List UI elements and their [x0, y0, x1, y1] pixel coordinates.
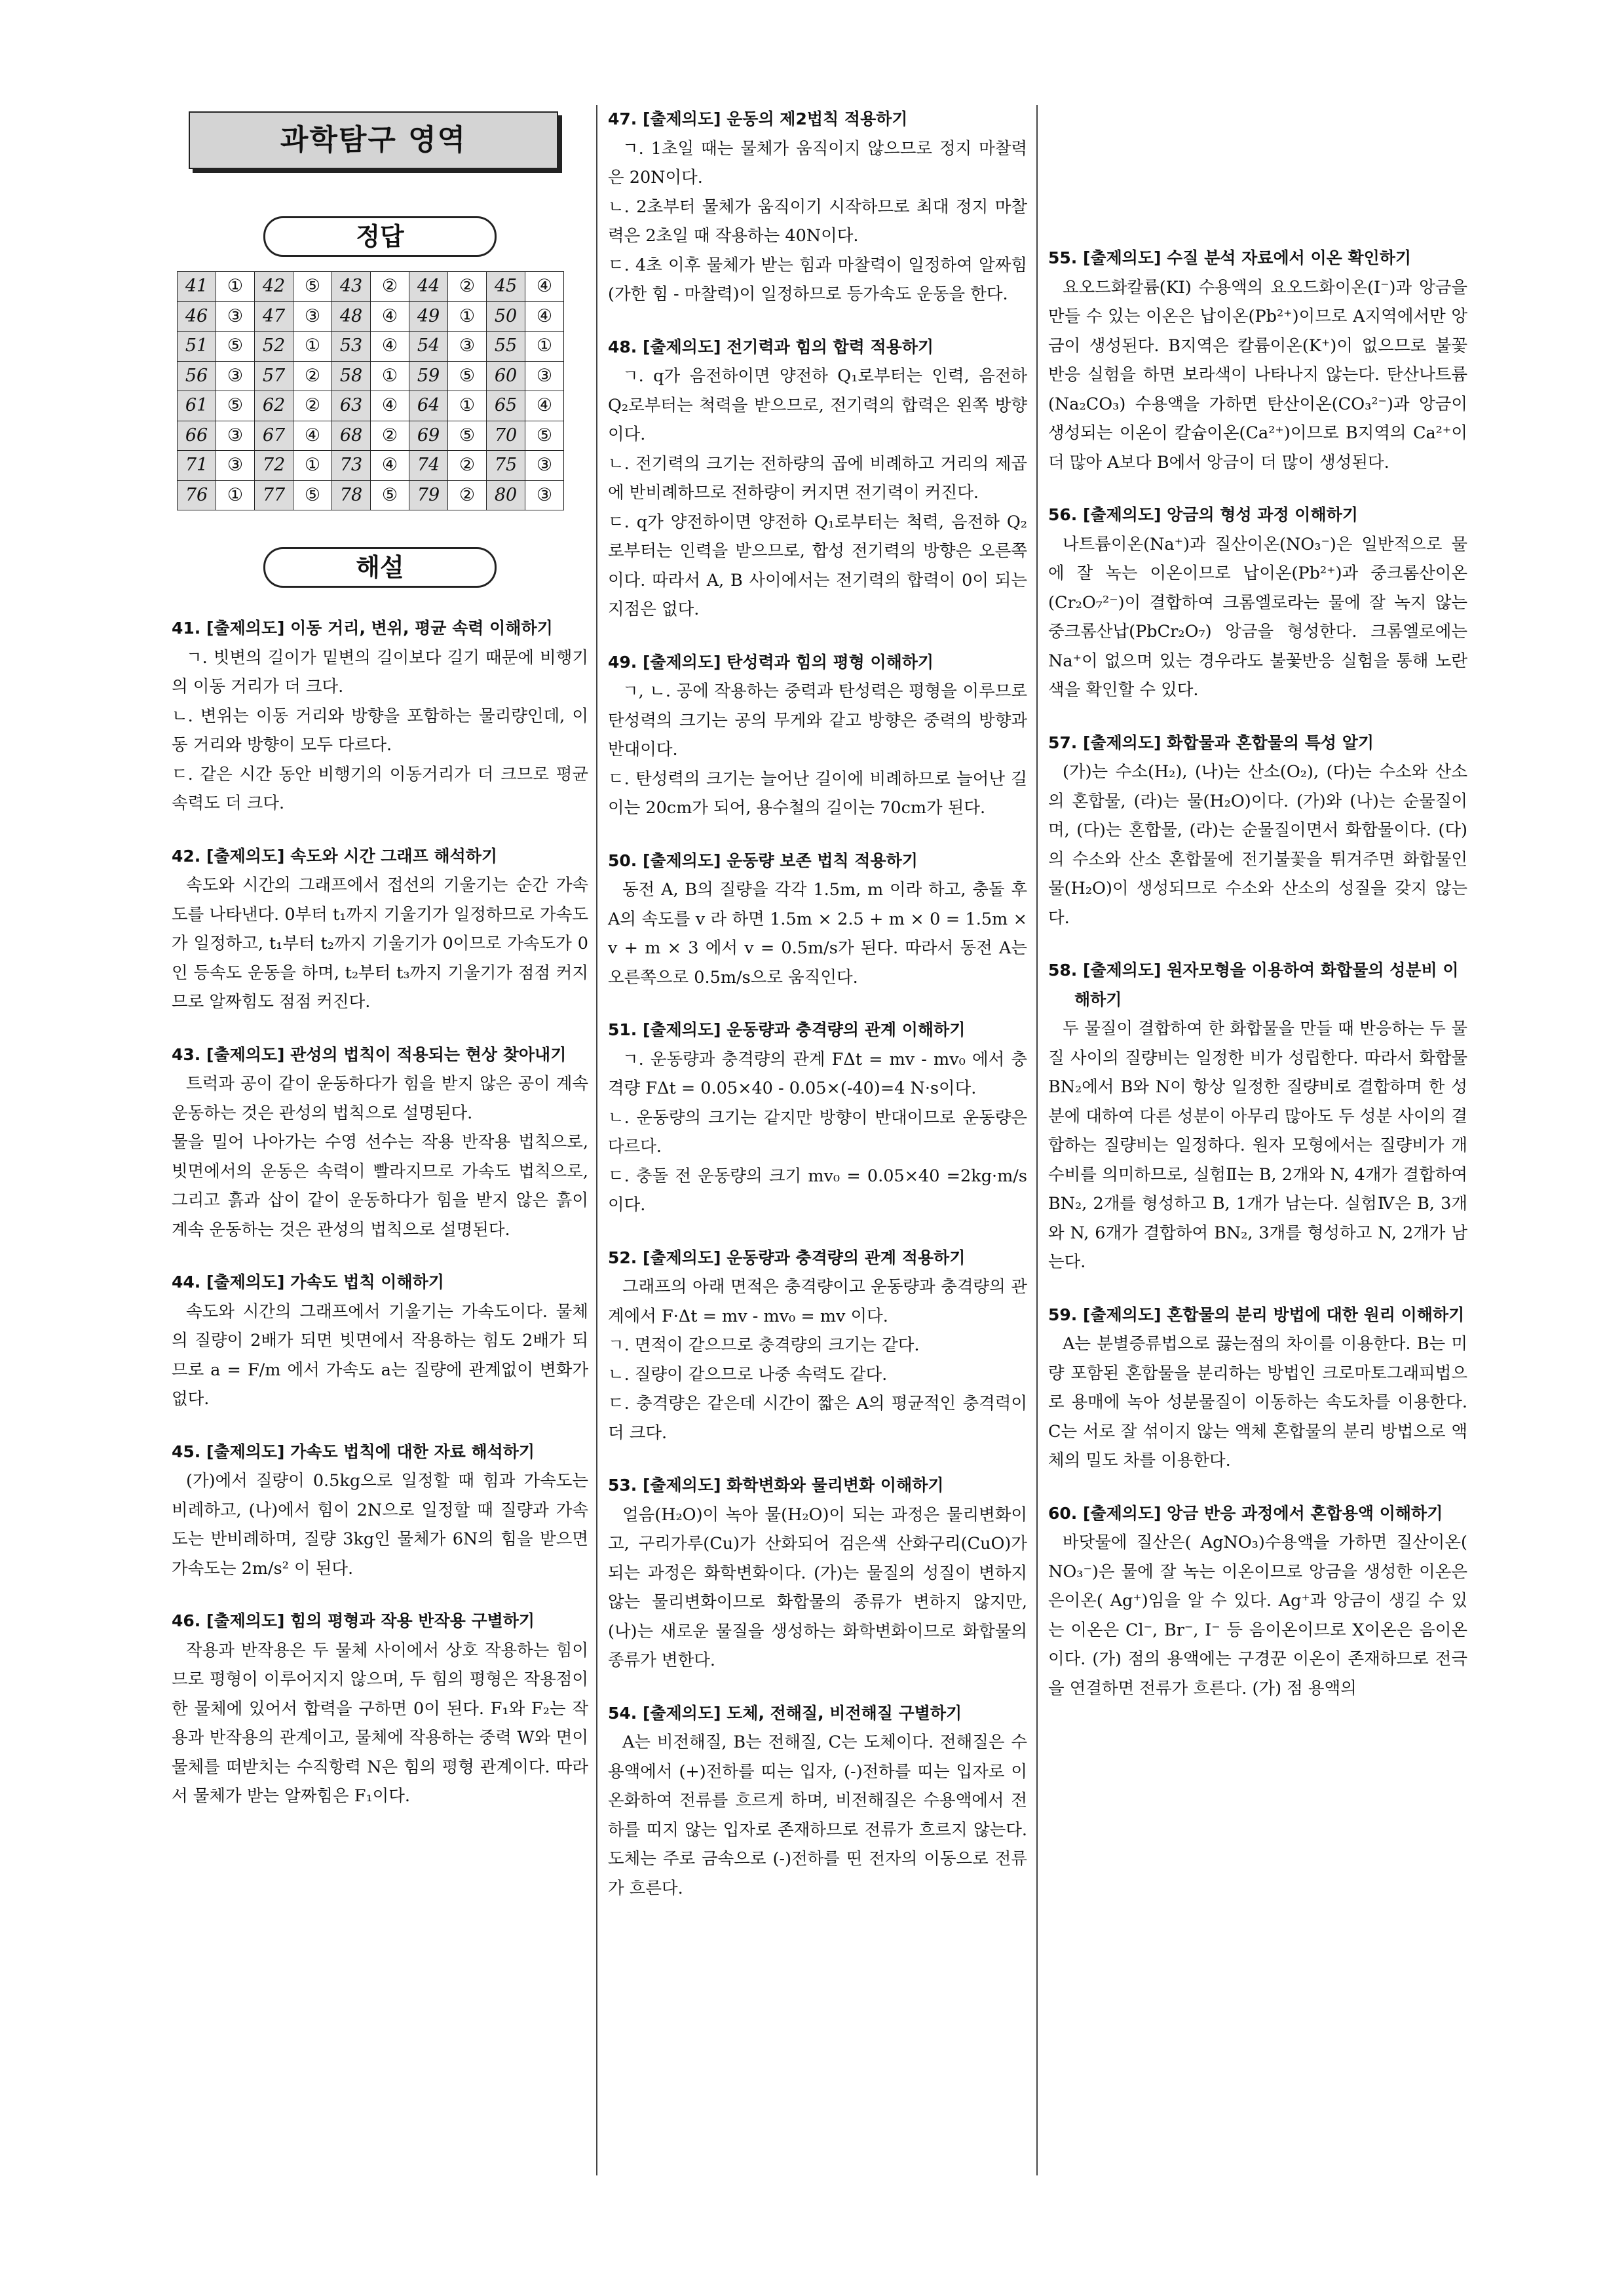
- section-heading: 47. [출제의도] 운동의 제2법칙 적용하기: [608, 109, 908, 128]
- question-number: 58: [332, 361, 371, 391]
- section-line: ㄴ. 운동량의 크기는 같지만 방향이 반대이므로 운동량은 다르다.: [608, 1107, 1027, 1157]
- section-51: [608, 1016, 1027, 1220]
- question-number: 63: [332, 391, 371, 421]
- section-line: ㄱ, ㄴ. 공에 작용하는 중력과 탄성력은 평형을 이루므로 탄성력의 크기는 공의 무게와 같고 방향은 중력의 방향과 반대이다.: [608, 681, 1027, 759]
- section-heading: 59. [출제의도] 혼합물의 분리 방법에 대한 원리 이해하기: [1048, 1305, 1465, 1324]
- question-number: 46: [178, 301, 216, 332]
- section-42: [172, 842, 588, 1017]
- question-number: 45: [487, 272, 525, 302]
- section-46: [172, 1607, 588, 1811]
- section-body: 동전 A, B의 질량을 각각 1.5m, m 이라 하고, 충돌 후 A의 속도를 v 라 하면 1.5m × 2.5 + m × 0 = 1.5m × v + m × 3 에서 v = 0.5m/s가 된다. 따라서 동전 A는 오른쪽으로 0.5m/s으로 움직인다.: [608, 880, 1027, 987]
- section-heading: 45. [출제의도] 가속도 법칙에 대한 자료 해석하기: [172, 1442, 535, 1461]
- section-body: 얼음(H₂O)이 녹아 물(H₂O)이 되는 과정은 물리변화이고, 구리가루(Cu)가 산화되어 검은색 산화구리(CuO)가 되는 과정은 화학변화이다. (가)는 물질의 성질이 변하지 않는 물리변화이므로 화합물의 종류가 변하지 않지만, (나)는 새로운 물질을 생성하는 화학변화이므로 화합물의 종류가 변한다.: [608, 1504, 1027, 1670]
- answer-choice: ①: [216, 272, 255, 302]
- section-line: ㄷ. 탄성력의 크기는 늘어난 길이에 비례하므로 늘어난 길이는 20cm가 되어, 용수철의 길이는 70cm가 된다.: [608, 769, 1027, 818]
- question-number: 64: [409, 391, 448, 421]
- section-59: [1048, 1301, 1467, 1476]
- section-body: A는 비전해질, B는 전해질, C는 도체이다. 전해질은 수용액에서 (+)전하를 띠는 입자, (-)전하를 띠는 입자로 이온화하여 전류를 흐르게 하며, 비전해질은 수용액에서 전하를 띠지 않는 입자로 존재하므로 전류가 흐르지 않는다. 도체는 주로 금속으로 (-)전하를 띤 전자의 이동으로 전류가 흐른다.: [608, 1732, 1027, 1898]
- answer-row: [178, 332, 564, 362]
- section-line: ㄱ. q가 음전하이면 양전하 Q₁로부터는 인력, 음전하 Q₂로부터는 척력을 받으므로, 전기력의 합력은 왼쪽 방향이다.: [608, 366, 1027, 444]
- section-43: [172, 1041, 588, 1245]
- answer-choice: ⑤: [216, 391, 255, 421]
- column-3: [1048, 244, 1467, 1703]
- page-title: 과학탐구 영역: [189, 111, 558, 169]
- section-heading: 49. [출제의도] 탄성력과 힘의 평형 이해하기: [608, 652, 934, 672]
- answer-choice: ①: [293, 332, 332, 362]
- section-47: [608, 105, 1027, 309]
- answer-choice: ④: [371, 332, 409, 362]
- answer-choice: ⑤: [293, 272, 332, 302]
- explanation-label: 해설: [263, 547, 497, 588]
- answer-choice: ③: [293, 301, 332, 332]
- question-number: 73: [332, 451, 371, 481]
- section-heading: 41. [출제의도] 이동 거리, 변위, 평균 속력 이해하기: [172, 619, 553, 638]
- answer-choice: ③: [216, 301, 255, 332]
- answer-choice: ③: [525, 451, 564, 481]
- section-body: 속도와 시간의 그래프에서 기울기는 가속도이다. 물체의 질량이 2배가 되면 빗면에서 작용하는 힘도 2배가 되므로 a = F/m 에서 가속도 a는 질량에 관계없이 변화가 없다.: [172, 1301, 588, 1409]
- answer-choice: ①: [293, 451, 332, 481]
- answer-choice: ④: [525, 301, 564, 332]
- question-number: 60: [487, 361, 525, 391]
- question-number: 47: [255, 301, 293, 332]
- section-heading: 42. [출제의도] 속도와 시간 그래프 해석하기: [172, 846, 498, 866]
- answer-choice: ⑤: [448, 361, 487, 391]
- section-heading: 44. [출제의도] 가속도 법칙 이해하기: [172, 1272, 444, 1292]
- section-56: [1048, 501, 1467, 705]
- section-49: [608, 648, 1027, 823]
- section-heading: 57. [출제의도] 화합물과 혼합물의 특성 알기: [1048, 733, 1374, 752]
- answer-choice: ②: [293, 361, 332, 391]
- section-heading: 53. [출제의도] 화학변화와 물리변화 이해하기: [608, 1476, 944, 1495]
- column-2: [608, 105, 1027, 1903]
- answer-choice: ⑤: [525, 421, 564, 451]
- answer-choice: ①: [448, 391, 487, 421]
- question-number: 44: [409, 272, 448, 302]
- answer-choice: ⑤: [371, 480, 409, 510]
- question-number: 51: [178, 332, 216, 362]
- section-heading: 52. [출제의도] 운동량과 충격량의 관계 적용하기: [608, 1248, 966, 1267]
- question-number: 65: [487, 391, 525, 421]
- question-number: 77: [255, 480, 293, 510]
- question-number: 54: [409, 332, 448, 362]
- answer-row: [178, 480, 564, 510]
- section-52: [608, 1244, 1027, 1448]
- answer-choice: ④: [371, 301, 409, 332]
- question-number: 75: [487, 451, 525, 481]
- question-number: 42: [255, 272, 293, 302]
- answer-row: [178, 361, 564, 391]
- answer-choice: ①: [525, 332, 564, 362]
- section-heading: 51. [출제의도] 운동량과 충격량의 관계 이해하기: [608, 1020, 966, 1039]
- answer-choice: ③: [525, 480, 564, 510]
- section-line: ㄴ. 질량이 같으므로 나중 속력도 같다.: [608, 1364, 888, 1385]
- section-line: ㄷ. 4초 이후 물체가 받는 힘과 마찰력이 일정하여 알짜힘(가한 힘 - 마찰력)이 일정하므로 등가속도 운동을 한다.: [608, 255, 1027, 304]
- question-number: 74: [409, 451, 448, 481]
- column-divider-1: [596, 105, 597, 2175]
- answers-label: 정답: [263, 216, 497, 257]
- section-body: 바닷물에 질산은( AgNO₃)수용액을 가하면 질산이온( NO₃⁻)은 물에 잘 녹는 이온이므로 앙금을 생성한 이온은 은이온( Ag⁺)임을 알 수 있다. Ag⁺과 앙금이 생길 수 있는 이온은 Cl⁻, Br⁻, I⁻ 등 음이온이므로 X이온은 음이온이다. (가) 점의 용액에는 구경꾼 이온이 존재하므로 전극을 연결하면 전류가 흐른다. (가) 점 용액의: [1048, 1533, 1467, 1698]
- answer-choice: ③: [216, 451, 255, 481]
- section-line: ㄷ. 같은 시간 동안 비행기의 이동거리가 더 크므로 평균 속력도 더 크다.: [172, 764, 588, 813]
- answer-choice: ①: [216, 480, 255, 510]
- question-number: 50: [487, 301, 525, 332]
- answer-choice: ②: [371, 272, 409, 302]
- section-line: ㄷ. 충돌 전 운동량의 크기 mv₀ = 0.05×40 =2kg·m/s이다.: [608, 1166, 1027, 1215]
- section-45: [172, 1438, 588, 1584]
- question-number: 59: [409, 361, 448, 391]
- question-number: 55: [487, 332, 525, 362]
- section-body: 작용과 반작용은 두 물체 사이에서 상호 작용하는 힘이므로 평형이 이루어지지 않으며, 두 힘의 평형은 작용점이 한 물체에 있어서 합력을 구하면 0이 된다. F₁와 F₂는 작용과 반작용의 관계이고, 물체에 작용하는 중력 W와 면이 물체를 떠받치는 수직항력 N은 힘의 평형 관계이다. 따라서 물체가 받는 알짜힘은 F₁이다.: [172, 1640, 588, 1806]
- answer-choice: ③: [216, 421, 255, 451]
- answer-choice: ③: [216, 361, 255, 391]
- section-line: ㄴ. 전기력의 크기는 전하량의 곱에 비례하고 거리의 제곱에 반비례하므로 전하량이 커지면 전기력이 커진다.: [608, 453, 1027, 503]
- answer-choice: ③: [525, 361, 564, 391]
- question-number: 71: [178, 451, 216, 481]
- section-41: [172, 614, 588, 818]
- section-58: [1048, 956, 1467, 1277]
- answer-choice: ⑤: [216, 332, 255, 362]
- question-number: 76: [178, 480, 216, 510]
- section-54: [608, 1699, 1027, 1904]
- question-number: 49: [409, 301, 448, 332]
- section-44: [172, 1268, 588, 1414]
- answer-choice: ②: [448, 272, 487, 302]
- section-heading: 58. [출제의도] 원자모형을 이용하여 화합물의 성분비 이해하기: [1048, 961, 1459, 1009]
- answer-row: [178, 391, 564, 421]
- question-number: 67: [255, 421, 293, 451]
- question-number: 66: [178, 421, 216, 451]
- question-number: 57: [255, 361, 293, 391]
- question-number: 80: [487, 480, 525, 510]
- answer-choice: ②: [293, 391, 332, 421]
- section-line: ㄱ. 빗변의 길이가 밑변의 길이보다 길기 때문에 비행기의 이동 거리가 더 크다.: [172, 647, 588, 697]
- section-body: (가)는 수소(H₂), (나)는 산소(O₂), (다)는 수소와 산소의 혼합물, (라)는 물(H₂O)이다. (가)와 (나)는 순물질이며, (다)는 혼합물, (라)는 순물질이면서 화합물이다. (다)의 수소와 산소 혼합물에 전기불꽃을 튀겨주면 화합물인 물(H₂O)이 생성되므로 수소와 산소의 성질을 갖지 않는다.: [1048, 762, 1467, 928]
- answer-choice: ②: [448, 480, 487, 510]
- question-number: 61: [178, 391, 216, 421]
- answer-choice: ①: [371, 361, 409, 391]
- answer-row: [178, 301, 564, 332]
- answer-choice: ③: [448, 332, 487, 362]
- section-50: [608, 847, 1027, 993]
- answer-choice: ②: [371, 421, 409, 451]
- question-number: 78: [332, 480, 371, 510]
- answer-choice: ④: [371, 451, 409, 481]
- section-body: 요오드화칼륨(KI) 수용액의 요오드화이온(I⁻)과 앙금을 만들 수 있는 이온은 납이온(Pb²⁺)이므로 A지역에서만 앙금이 생성된다. B지역은 칼륨이온(K⁺)이 없으므로 불꽃 반응 실험을 하면 보라색이 나타나지 않는다. 탄산나트륨(Na₂CO₃) 수용액을 가하면 탄산이온(CO₃²⁻)과 앙금이 생성되는 이온이 칼슘이온(Ca²⁺)이므로 B지역의 Ca²⁺이 더 많아 A보다 B에서 앙금이 더 많이 생성된다.: [1048, 277, 1467, 472]
- section-body: (가)에서 질량이 0.5kg으로 일정할 때 힘과 가속도는 비례하고, (나)에서 힘이 2N으로 일정할 때 질량과 가속도는 반비례하며, 질량 3kg인 물체가 6N의 힘을 받으면 가속도는 2m/s² 이 된다.: [172, 1471, 588, 1578]
- section-48: [608, 333, 1027, 624]
- column-divider-2: [1036, 105, 1038, 2175]
- answer-choice: ①: [448, 301, 487, 332]
- section-body: 나트륨이온(Na⁺)과 질산이온(NO₃⁻)은 일반적으로 물에 잘 녹는 이온이므로 납이온(Pb²⁺)과 중크롬산이온(Cr₂O₇²⁻)이 결합하여 크롬엘로라는 물에 잘 녹지 않는 중크롬산납(PbCr₂O₇) 앙금을 형성한다. 크롬엘로에는 Na⁺이 없으며 있는 경우라도 불꽃반응 실험을 통해 노란색을 확인할 수 있다.: [1048, 534, 1467, 700]
- question-number: 56: [178, 361, 216, 391]
- section-body: 트럭과 공이 같이 운동하다가 힘을 받지 않은 공이 계속 운동하는 것은 관성의 법칙으로 설명된다.: [172, 1074, 588, 1123]
- section-heading: 46. [출제의도] 힘의 평형과 작용 반작용 구별하기: [172, 1611, 535, 1630]
- section-body: 그래프의 아래 면적은 충격량이고 운동량과 충격량의 관계에서 F·Δt = mv - mv₀ = mv 이다.: [608, 1277, 1027, 1326]
- section-53: [608, 1471, 1027, 1675]
- question-number: 41: [178, 272, 216, 302]
- answer-row: [178, 272, 564, 302]
- question-number: 70: [487, 421, 525, 451]
- answer-choice: ④: [371, 391, 409, 421]
- section-line: ㄴ. 2초부터 물체가 움직이기 시작하므로 최대 정지 마찰력은 2초일 때 작용하는 40N이다.: [608, 197, 1027, 246]
- section-body: 두 물질이 결합하여 한 화합물을 만들 때 반응하는 두 물질 사이의 질량비는 일정한 비가 성립한다. 따라서 화합물 BN₂에서 B와 N이 항상 일정한 질량비로 결합하며 한 성분에 대하여 다른 성분이 아무리 많아도 두 성분 사이의 결합하는 질량비는 일정하다. 원자 모형에서는 질량비가 개수비를 의미하므로, 실험Ⅱ는 B, 2개와 N, 4개가 결합하여 BN₂, 2개를 형성하고 B, 1개가 남는다. 실험Ⅳ은 B, 3개와 N, 6개가 결합하여 BN₂, 3개를 형성하고 N, 2개가 남는다.: [1048, 1019, 1467, 1272]
- section-heading: 56. [출제의도] 앙금의 형성 과정 이해하기: [1048, 505, 1358, 524]
- section-heading: 60. [출제의도] 앙금 반응 과정에서 혼합용액 이해하기: [1048, 1503, 1443, 1523]
- section-heading: 43. [출제의도] 관성의 법칙이 적용되는 현상 찾아내기: [172, 1044, 567, 1064]
- question-number: 53: [332, 332, 371, 362]
- section-heading: 54. [출제의도] 도체, 전해질, 비전해질 구별하기: [608, 1703, 962, 1723]
- answer-row: [178, 451, 564, 481]
- section-heading: 50. [출제의도] 운동량 보존 법칙 적용하기: [608, 851, 918, 870]
- answer-table: [177, 271, 564, 510]
- section-57: [1048, 729, 1467, 933]
- answer-choice: ②: [448, 451, 487, 481]
- question-number: 52: [255, 332, 293, 362]
- section-body: 물을 밀어 나아가는 수영 선수는 작용 반작용 법칙으로, 빗면에서의 운동은 속력이 빨라지므로 가속도 법칙으로, 그리고 흙과 삽이 같이 운동하다가 힘을 받지 않은 흙이 계속 운동하는 것은 관성의 법칙으로 설명된다.: [172, 1132, 588, 1240]
- column-1: [172, 105, 588, 1811]
- question-number: 48: [332, 301, 371, 332]
- section-heading: 48. [출제의도] 전기력과 힘의 합력 적용하기: [608, 337, 934, 356]
- answer-choice: ④: [293, 421, 332, 451]
- answer-choice: ⑤: [448, 421, 487, 451]
- answer-choice: ④: [525, 272, 564, 302]
- section-line: ㄱ. 운동량과 충격량의 관계 FΔt = mv - mv₀ 에서 충격량 FΔt = 0.05×40 - 0.05×(-40)=4 N·s이다.: [608, 1049, 1027, 1098]
- section-line: ㄷ. 충격량은 같은데 시간이 짧은 A의 평균적인 충격력이 더 크다.: [608, 1394, 1027, 1443]
- question-number: 68: [332, 421, 371, 451]
- section-heading: 55. [출제의도] 수질 분석 자료에서 이온 확인하기: [1048, 248, 1412, 267]
- question-number: 43: [332, 272, 371, 302]
- question-number: 62: [255, 391, 293, 421]
- section-55: [1048, 244, 1467, 477]
- section-line: ㄷ. q가 양전하이면 양전하 Q₁로부터는 척력, 음전하 Q₂로부터는 인력을 받으므로, 합성 전기력의 방향은 오른쪽이다. 따라서 A, B 사이에서는 전기력의 합력이 0이 되는 지점은 없다.: [608, 512, 1027, 619]
- question-number: 79: [409, 480, 448, 510]
- section-line: ㄱ. 1초일 때는 물체가 움직이지 않으므로 정지 마찰력은 20N이다.: [608, 138, 1027, 187]
- section-body: A는 분별증류법으로 끓는점의 차이를 이용한다. B는 미량 포함된 혼합물을 분리하는 방법인 크로마토그래피법으로 용매에 녹아 성분물질이 이동하는 속도차를 이용한다. C는 서로 잘 섞이지 않는 액체 혼합물의 분리 방법으로 액체의 밀도 차를 이용한다.: [1048, 1334, 1467, 1470]
- question-number: 72: [255, 451, 293, 481]
- answer-choice: ⑤: [293, 480, 332, 510]
- section-60: [1048, 1499, 1467, 1704]
- section-line: ㄱ. 면적이 같으므로 충격량의 크기는 같다.: [608, 1335, 920, 1355]
- answer-choice: ④: [525, 391, 564, 421]
- section-line: ㄴ. 변위는 이동 거리와 방향을 포함하는 물리량인데, 이동 거리와 방향이 모두 다르다.: [172, 706, 588, 755]
- answer-row: [178, 421, 564, 451]
- question-number: 69: [409, 421, 448, 451]
- section-body: 속도와 시간의 그래프에서 접선의 기울기는 순간 가속도를 나타낸다. 0부터 t₁까지 기울기가 일정하므로 가속도가 일정하고, t₁부터 t₂까지 기울기가 0이므로 가속도가 0인 등속도 운동을 하며, t₂부터 t₃까지 기울기가 점점 커지므로 알짜힘도 점점 커진다.: [172, 875, 588, 1012]
